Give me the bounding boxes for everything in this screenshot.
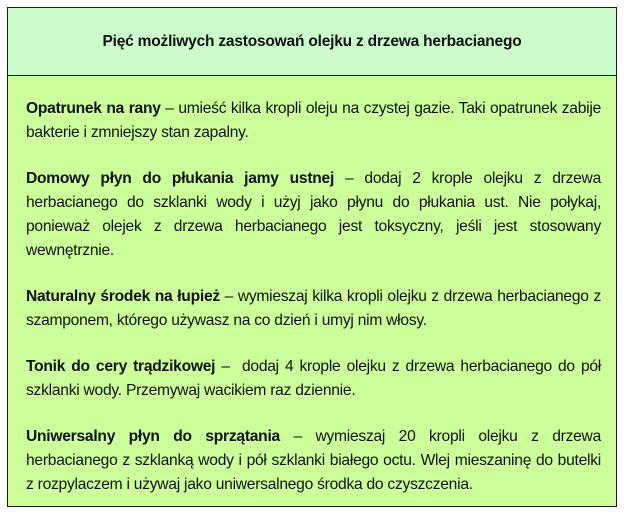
list-item: [26, 355, 601, 403]
item-text: wymieszaj kilka kropli olejku z drzewa herbacianego z szamponem, którego używasz na co dzień i umyj nim włosy.: [26, 288, 601, 329]
list-item: [26, 97, 601, 145]
item-separator: –: [215, 358, 242, 375]
info-box: [7, 7, 617, 507]
item-separator: –: [334, 170, 365, 187]
item-text: wymieszaj 20 kropli olejku z drzewa herbacianego z szklanką wody i pół szklanki białego octu. Wlej mieszaninę do butelki z rozpylaczem i używaj jako uniwersalnego środka do czyszczenia.: [26, 428, 601, 493]
item-term: Opatrunek na rany: [26, 100, 161, 117]
page-title: Pięć możliwych zastosowań olejku z drzewa herbacianego: [102, 32, 522, 50]
item-term: Domowy płyn do płukania jamy ustnej: [26, 170, 335, 187]
list-item: [26, 167, 601, 263]
item-separator: –: [279, 428, 316, 445]
uses-list: [8, 76, 616, 506]
list-item: [26, 425, 601, 497]
item-term: Naturalny środek na łupież: [26, 288, 220, 305]
item-text: umieść kilka kropli oleju na czystej gazie. Taki opatrunek zabije bakterie i zmniejszy stan zapalny.: [26, 100, 601, 141]
item-separator: –: [219, 288, 238, 305]
item-separator: –: [160, 100, 179, 117]
item-term: Tonik do cery trądzikowej: [26, 358, 216, 375]
list-item: [26, 285, 601, 333]
item-term: Uniwersalny płyn do sprzątania: [26, 428, 280, 445]
item-text: dodaj 2 krople olejku z drzewa herbacianego do szklanki wody i użyj jako płynu do płukania ust. Nie połykaj, ponieważ olejek z drzewa herbacianego jest toksyczny, jeśli jest stosowany wewnętrznie.: [26, 170, 601, 259]
title-header: [8, 8, 616, 76]
item-text: dodaj 4 krople olejku z drzewa herbacianego do pół szklanki wody. Przemywaj wacikiem raz dziennie.: [26, 358, 602, 399]
